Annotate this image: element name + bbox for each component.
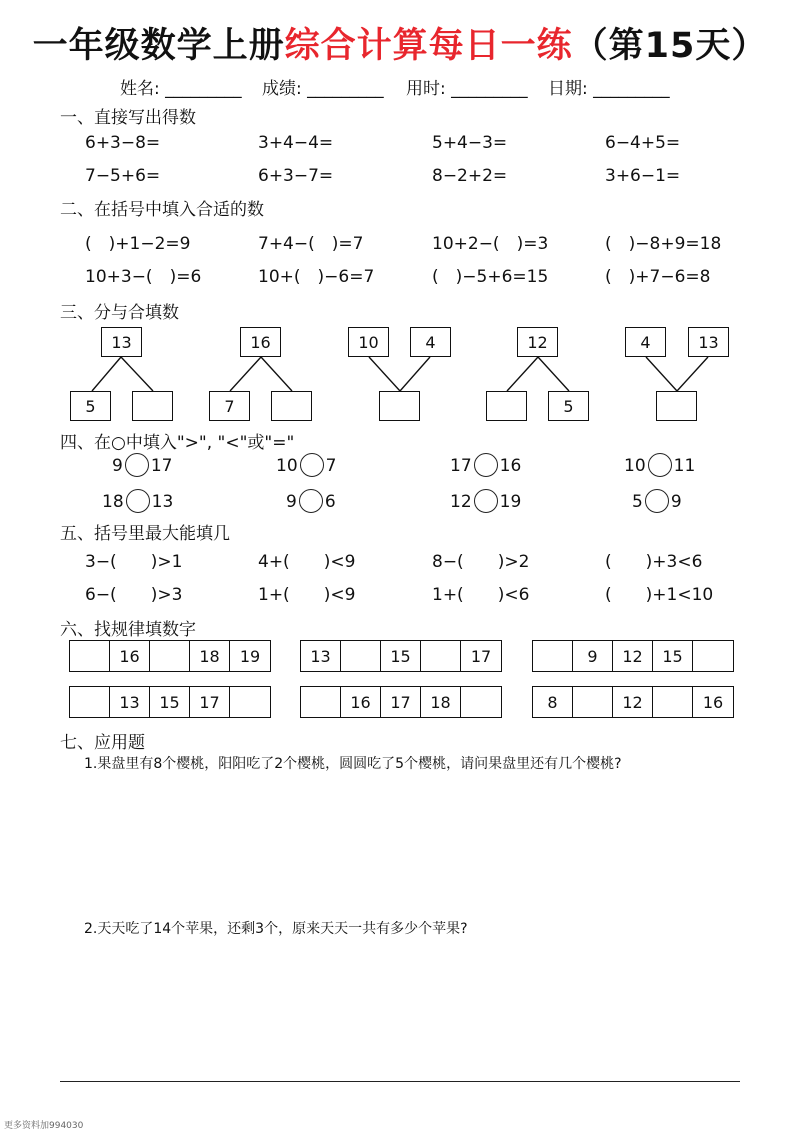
bond-box: 4 [410,327,451,357]
bond-box: 13 [101,327,142,357]
section-1-heading: 一、直接写出得数 [60,108,196,128]
bond-box: 10 [348,327,389,357]
sequence-cell[interactable]: 15 [653,641,693,671]
s2-problem: 10+3−( )=6 [85,267,202,287]
sequence-cell[interactable]: 13 [301,641,341,671]
title-part-1: 一年级数学上册 [32,26,285,66]
sequence-cell[interactable] [301,687,341,717]
sequence-cell[interactable] [70,641,110,671]
sequence-cell[interactable] [70,687,110,717]
compare-circle[interactable] [474,453,498,477]
bond-line [507,357,538,391]
s2-problem: 7+4−( )=7 [258,234,364,254]
bond-box: 7 [209,391,250,421]
compare-item: 12 19 [450,490,521,514]
bond-line [261,357,292,391]
sequence-cell[interactable]: 16 [702,692,724,712]
sequence-cell[interactable]: 12 [613,641,653,671]
s5-problem: 1+( )<9 [258,585,356,605]
compare-circle[interactable] [300,453,324,477]
compare-item: 10 11 [624,454,695,478]
sequence-row [300,640,502,672]
sequence-cell[interactable]: 19 [239,646,261,666]
s2-problem: ( )+1−2=9 [85,234,191,254]
s1-problem: 7−5+6= [85,166,161,186]
sequence-cell[interactable]: 17 [190,687,230,717]
sequence-cell[interactable]: 17 [381,687,421,717]
bond-line [121,357,153,391]
sequence-cell[interactable] [573,687,613,717]
s2-problem: 10+2−( )=3 [432,234,549,254]
compare-item: 9 17 [112,454,172,478]
section-2-heading: 二、在括号中填入合适的数 [60,200,264,220]
bond-line [92,357,121,391]
compare-circle[interactable] [648,453,672,477]
section-5-heading: 五、括号里最大能填几 [60,524,230,544]
bond-answer-box[interactable] [132,391,173,421]
sequence-cell[interactable] [461,687,501,717]
section-4-heading: 四、在○中填入">", "<"或"=" [60,433,295,453]
title-part-2: 综合计算每日一练 [284,26,573,66]
score-field[interactable]: 成绩: _________ [262,79,384,99]
sequence-row [532,640,734,672]
footer-note: 更多资料加994030 [4,1121,84,1131]
sequence-row [532,686,734,718]
bond-line [538,357,569,391]
s5-problem: 1+( )<6 [432,585,530,605]
bond-answer-box[interactable] [379,391,420,421]
word-problem-2: 2.天天吃了14个苹果，还剩3个，原来天天一共有多少个苹果? [84,921,468,937]
bond-box: 16 [240,327,281,357]
bond-line [369,357,400,391]
bond-box: 5 [548,391,589,421]
compare-item: 17 16 [450,454,521,478]
sequence-cell[interactable] [653,687,693,717]
s1-problem: 6−4+5= [605,133,681,153]
sequence-row [300,686,502,718]
bond-answer-box[interactable] [486,391,527,421]
sequence-cell[interactable] [230,687,270,717]
sequence-cell[interactable]: 13 [110,687,150,717]
sequence-cell[interactable]: 12 [613,687,653,717]
s5-problem: 6−( )>3 [85,585,183,605]
section-6-heading: 六、找规律填数字 [60,620,196,640]
section-7-heading: 七、应用题 [60,733,145,753]
s2-problem: ( )−5+6=15 [432,267,549,287]
s5-problem: ( )+3<6 [605,552,703,572]
compare-item: 5 9 [632,490,682,514]
sequence-cell[interactable]: 17 [470,646,492,666]
bond-line [677,357,708,391]
sequence-cell[interactable]: 8 [533,687,573,717]
section-3-heading: 三、分与合填数 [60,303,179,323]
sequence-cell[interactable]: 18 [190,641,230,671]
bond-line [230,357,261,391]
s1-problem: 3+4−4= [258,133,334,153]
s1-problem: 6+3−8= [85,133,161,153]
sequence-cell[interactable] [150,641,190,671]
sequence-cell[interactable] [533,641,573,671]
s1-problem: 6+3−7= [258,166,334,186]
title-part-3: （第15天） [572,26,768,66]
sequence-cell[interactable]: 16 [341,687,381,717]
compare-circle[interactable] [125,453,149,477]
compare-circle[interactable] [126,489,150,513]
bond-box: 13 [688,327,729,357]
bond-line [400,357,430,391]
bottom-rule [60,1081,740,1082]
s5-problem: 4+( )<9 [258,552,356,572]
bond-answer-box[interactable] [271,391,312,421]
sequence-cell[interactable]: 15 [150,687,190,717]
s2-problem: ( )+7−6=8 [605,267,711,287]
bond-box: 12 [517,327,558,357]
time-field[interactable]: 用时: _________ [406,79,528,99]
sequence-cell[interactable]: 18 [421,687,461,717]
sequence-cell[interactable] [341,641,381,671]
compare-circle[interactable] [474,489,498,513]
sequence-cell[interactable]: 16 [110,641,150,671]
compare-item: 18 13 [102,490,173,514]
s2-problem: 10+( )−6=7 [258,267,375,287]
s2-problem: ( )−8+9=18 [605,234,722,254]
bond-answer-box[interactable] [656,391,697,421]
compare-item: 9 6 [286,490,336,514]
bond-box: 5 [70,391,111,421]
bond-line [646,357,677,391]
name-field[interactable]: 姓名: _________ [120,79,242,99]
s5-problem: 8−( )>2 [432,552,530,572]
s1-problem: 3+6−1= [605,166,681,186]
sequence-cell[interactable]: 9 [573,641,613,671]
s1-problem: 5+4−3= [432,133,508,153]
s5-problem: 3−( )>1 [85,552,183,572]
bond-box: 4 [625,327,666,357]
s5-problem: ( )+1<10 [605,585,714,605]
compare-circle[interactable] [645,489,669,513]
sequence-row [69,640,271,672]
compare-circle[interactable] [299,489,323,513]
sequence-cell[interactable] [693,641,733,671]
sequence-cell[interactable]: 15 [381,641,421,671]
word-problem-1: 1.果盘里有8个樱桃，阳阳吃了2个樱桃，圆圆吃了5个樱桃，请问果盘里还有几个樱桃? [84,756,622,772]
date-field[interactable]: 日期: _________ [548,79,670,99]
sequence-cell[interactable] [421,641,461,671]
sequence-row [69,686,271,718]
compare-item: 10 7 [276,454,336,478]
s1-problem: 8−2+2= [432,166,508,186]
